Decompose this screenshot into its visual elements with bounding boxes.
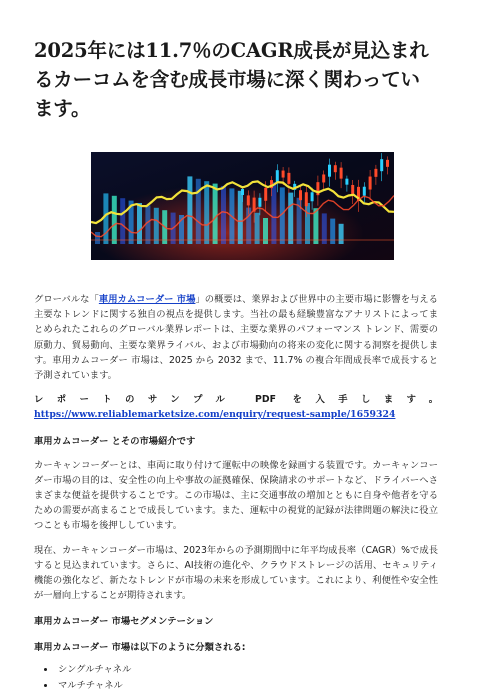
decor-candle [276, 170, 279, 182]
segment-list [34, 662, 438, 693]
sample-label: レポートのサンプル PDF を入手します。 [34, 394, 438, 406]
decor-bar [196, 179, 201, 244]
decor-candle [264, 188, 267, 201]
decor-candle [340, 168, 343, 179]
decor-candle [345, 179, 348, 185]
decor-candle [258, 198, 261, 207]
decor-bar [322, 213, 327, 244]
intro-paragraph: グローバルな「車用カムコーダー 市場」の概要は、業界および世界中の主要市場に影響を与える主要なトレンドに関する独自の視点を提供します。当社の最も経験豊富なアナリストによってまとめられたこれらのグローバル業界レポートは、主要な業界のパフォーマンス トレンド、需要の原動力、貿易動向、主要な業界ライバル、および市場動向の将来の変化に関する洞察を提供します。車用カムコーダー 市場は、2025 から 2032 まで、11.7% の複合年間成長率で成長すると予測されています。 [34, 294, 438, 382]
section-paragraph-2: 現在、カーキャンコーダー市場は、2023年からの予測期間中に年平均成長率（CAGR）%で成長すると見込まれています。さらに、AI技術の進化や、クラウドストレージの活用、セキュリティ機能の強化など、新たなトレンドが市場の未来を形成しています。これにより、利便性や安全性が一層向上することが期待されます。 [34, 544, 438, 602]
decor-bar [95, 232, 100, 244]
decor-bar [154, 208, 159, 244]
page-title: 2025年には11.7％のCAGR成長が見込まれるカーコムを含む成長市場に深く関わっています。 [34, 39, 429, 120]
decor-bar [112, 196, 117, 244]
decor-bar [213, 184, 218, 244]
decor-candle [334, 165, 337, 172]
decor-bar [204, 181, 209, 244]
decor-candle [247, 195, 250, 205]
decor-bar [103, 193, 108, 244]
section-heading-intro: 車用カムコーダー とその市場紹介です [34, 435, 196, 447]
decor-candle [386, 160, 389, 167]
decor-candle [305, 192, 308, 206]
decor-candle [287, 173, 290, 184]
list-item: • マルチチャネル [56, 678, 438, 693]
decor-bar [271, 182, 276, 244]
decor-bar [339, 224, 344, 244]
decor-candle [380, 159, 383, 171]
decor-candle [299, 190, 302, 200]
decor-candle [369, 177, 372, 190]
decor-candle [363, 187, 366, 196]
decor-bar [255, 213, 260, 244]
sample-link[interactable]: https://www.reliablemarketsize.com/enquiry/request-sample/1659324 [34, 409, 396, 421]
decor-bar [145, 205, 150, 244]
decor-candle [322, 174, 325, 182]
segmentation-subheading: 車用カムコーダー 市場は以下のように分類される: [34, 642, 246, 654]
decor-candle [311, 192, 314, 201]
list-item: • シングルチャネル [56, 662, 438, 677]
decor-bar [187, 176, 192, 244]
decor-candle [241, 189, 244, 195]
decor-bar [288, 193, 293, 244]
decor-candle [282, 171, 285, 178]
decor-bar [120, 198, 125, 244]
decor-candle [374, 169, 377, 177]
sample-request [34, 392, 438, 422]
decor-candle [351, 185, 354, 195]
decor-bar [137, 203, 142, 244]
decor-bar [305, 203, 310, 244]
section-paragraph-1: カーキャンコーダーとは、車両に取り付けて運転中の映像を録画する装置です。カーキャンコーダー市場の目的は、安全性の向上や事故の証拠確保、保険請求のサポートなど、ドライバーへさまざまな便益を提供することです。この市場は、主に交通事故の増加とともに自身や他者を守るための需要が高まることで成長しています。また、運転中の視覚的記録が法律問題の解決に役立つことも市場を後押ししています。 [34, 459, 438, 532]
market-chart-image [91, 152, 394, 260]
market-link[interactable]: 車用カムコーダー 市場 [98, 294, 196, 305]
decor-bar [238, 191, 243, 244]
decor-candle [328, 165, 331, 177]
section-heading-segmentation: 車用カムコーダー 市場セグメンテーション [34, 616, 214, 628]
decor-bar [221, 186, 226, 244]
